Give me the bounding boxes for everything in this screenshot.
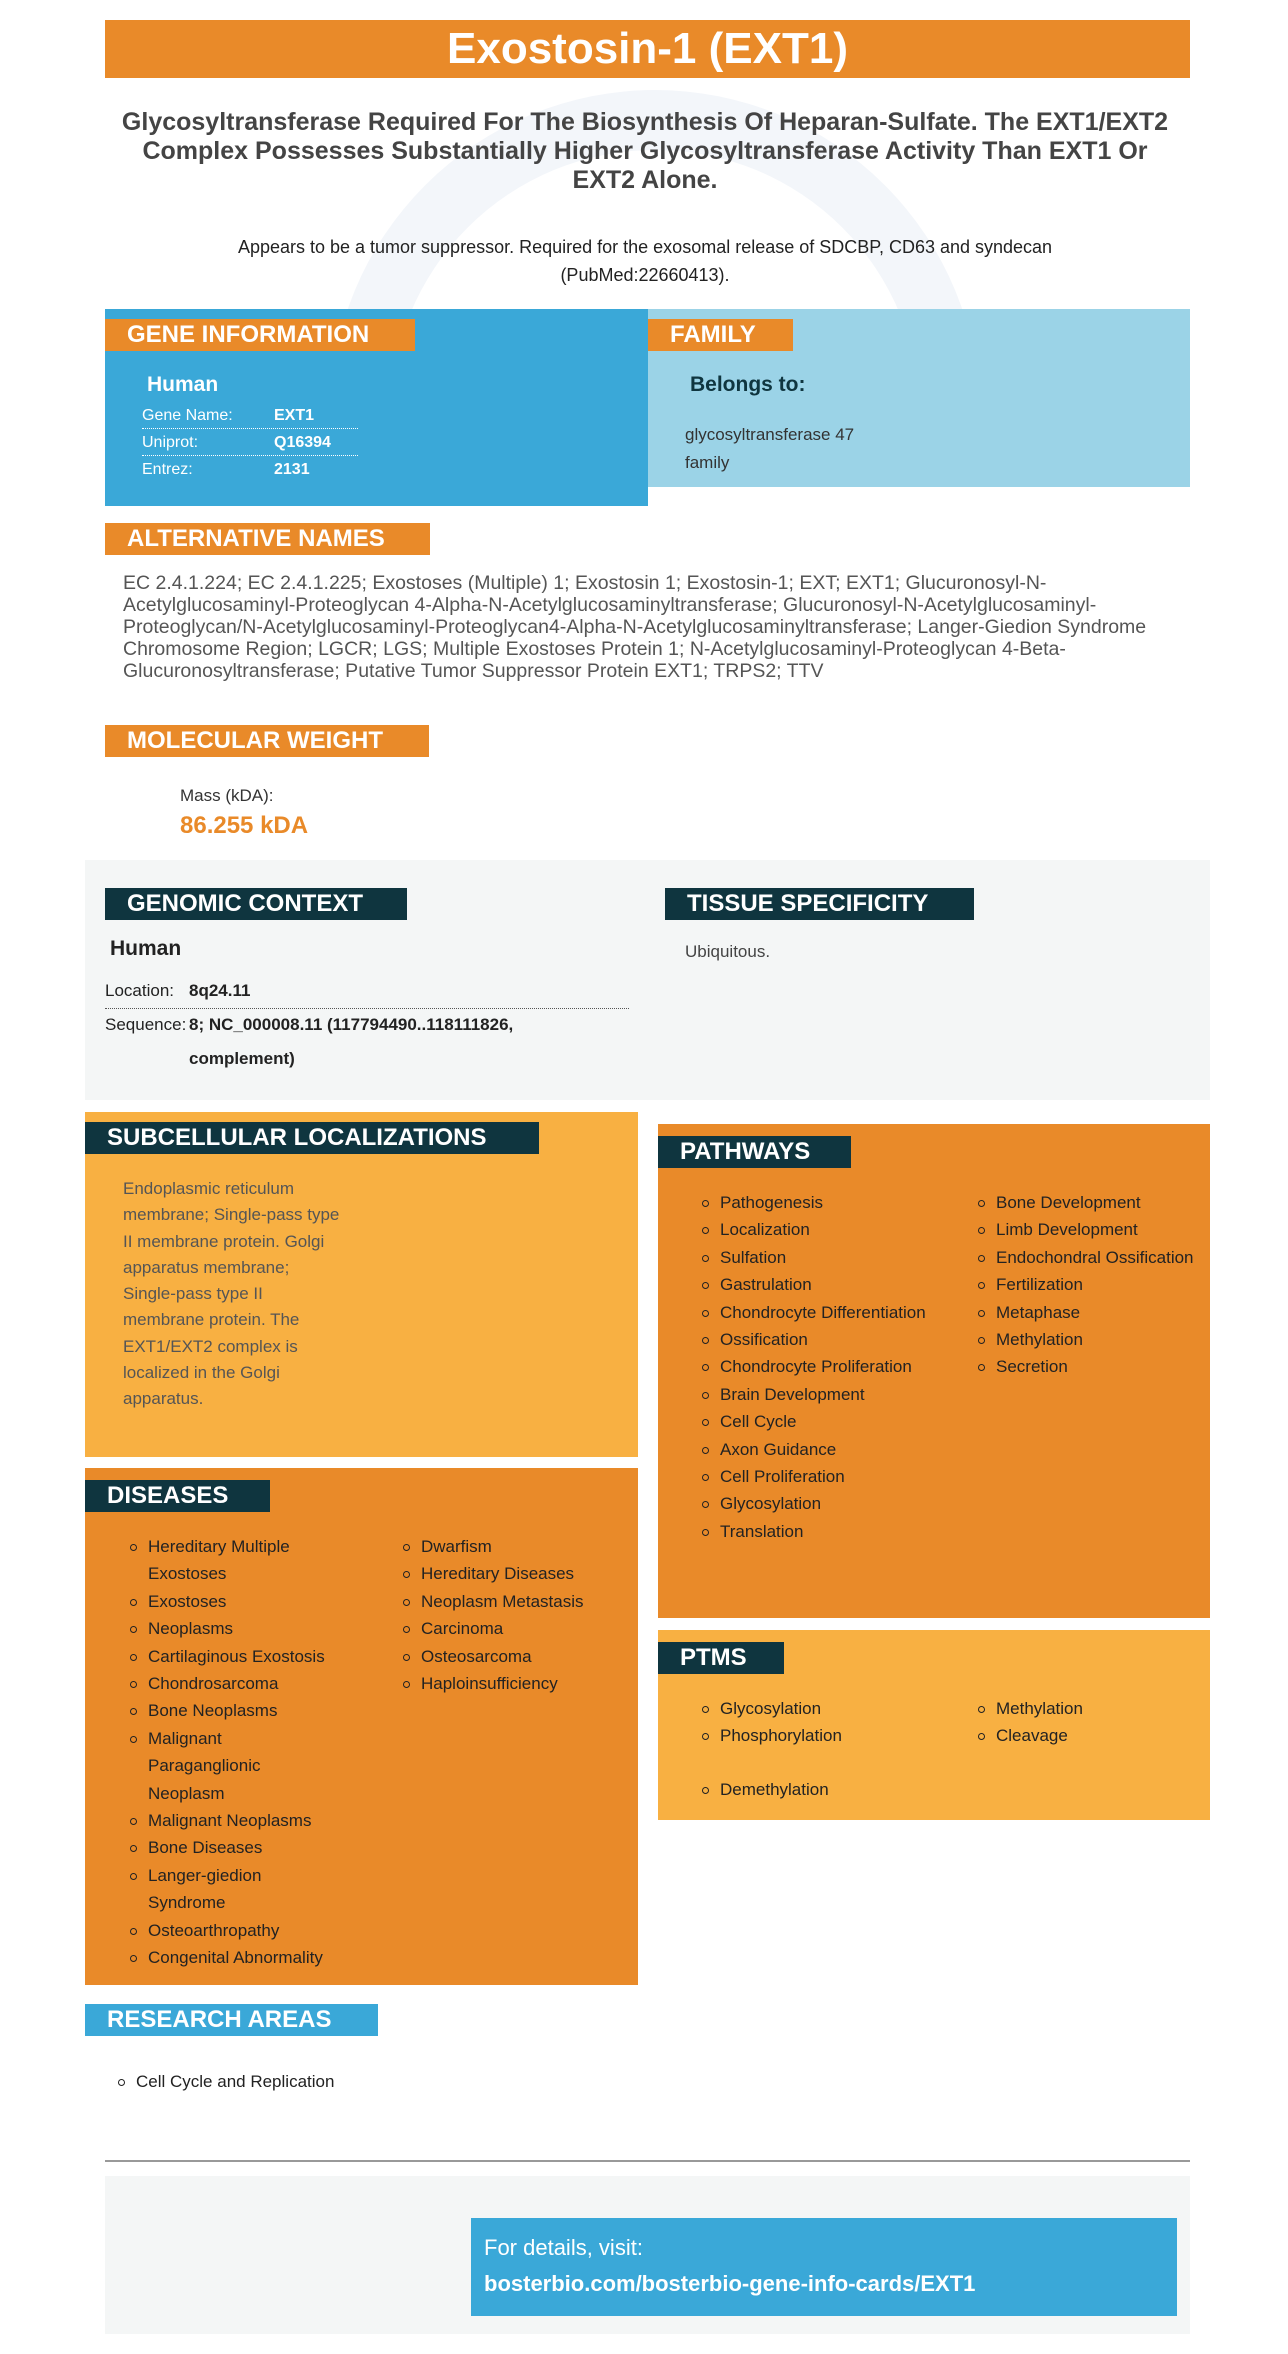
pathways-panel [658, 1124, 1210, 1618]
entrez-value: 2131 [274, 461, 310, 478]
visit-banner[interactable] [471, 2218, 1177, 2316]
pathway-item: Localization [702, 1216, 952, 1243]
ptms-list-col1 [702, 1695, 952, 1750]
page-title: Exostosin-1 (EXT1) [105, 20, 1190, 78]
genomic-species: Human [110, 937, 182, 960]
gene-name-row [142, 402, 358, 429]
disease-item: Neoplasm Metastasis [403, 1588, 633, 1615]
gene-information-panel [105, 309, 648, 506]
pathway-item: Metaphase [978, 1299, 1198, 1326]
mass-label: Mass (kDA): [180, 786, 274, 805]
visit-link[interactable]: bosterbio.com/bosterbio-gene-info-cards/EXT1 [484, 2271, 976, 2296]
research-areas-heading: RESEARCH AREAS [85, 2004, 378, 2036]
family-text: glycosyltransferase 47 family [685, 425, 855, 472]
family-panel [648, 309, 1190, 487]
ptms-list-col2 [978, 1695, 1198, 1750]
gene-info-species: Human [147, 373, 219, 396]
disease-item: Chondrosarcoma [130, 1670, 330, 1697]
pathway-item: Cell Cycle [702, 1408, 952, 1435]
ptm-item: Methylation [978, 1695, 1198, 1722]
disease-item: Exostoses [130, 1588, 330, 1615]
uniprot-label: Uniprot: [142, 434, 199, 451]
alternative-names-text: EC 2.4.1.224; EC 2.4.1.225; Exostoses (Multiple) 1; Exostosin 1; Exostosin-1; EXT; EXT1; Glucuronosyl-N-Acetylglucosaminyl-Proteoglycan 4-Alpha-N-Acetylglucosaminyltransferase; Glucuronosyl-N-Acetylglucosaminyl-Proteoglycan/N-Acetylglucosaminyl-Proteoglycan4-Alpha-N-Acetylglucosaminyltransferase; Langer-Giedion Syndrome Chromosome Region; LGCR; LGS; Multiple Exostoses Protein 1; N-Acetylglucosaminyl-Proteoglycan 4-Beta-Glucuronosyltransferase; Putative Tumor Suppressor Protein EXT1; TRPS2; TTV [123, 572, 1147, 682]
disease-item: Cartilaginous Exostosis [130, 1643, 330, 1670]
disease-item: Bone Diseases [130, 1834, 330, 1861]
pathways-list-col1 [702, 1189, 952, 1545]
sequence-value: 8; NC_000008.11 (117794490..118111826, complement) [189, 1015, 514, 1068]
sequence-label: Sequence: [105, 1015, 187, 1034]
disease-item: Neoplasms [130, 1615, 330, 1642]
entrez-row [142, 456, 358, 483]
disease-item: Dwarfism [403, 1533, 633, 1560]
pathway-item: Cell Proliferation [702, 1463, 952, 1490]
disease-item: Langer-giedion Syndrome [130, 1862, 330, 1917]
family-belongs-label: Belongs to: [690, 373, 806, 396]
gene-information-heading: GENE INFORMATION [105, 319, 415, 351]
genomic-context-section [85, 860, 1210, 1100]
pathway-item: Limb Development [978, 1216, 1198, 1243]
research-areas-list [118, 2068, 334, 2095]
ptm-item: Glycosylation [702, 1695, 952, 1722]
pathway-item: Gastrulation [702, 1271, 952, 1298]
location-row [105, 974, 629, 1009]
location-label: Location: [105, 981, 174, 1000]
diseases-panel [85, 1468, 638, 1985]
pathway-item: Translation [702, 1518, 952, 1545]
diseases-list-col2 [403, 1533, 633, 1697]
pathways-heading: PATHWAYS [658, 1136, 851, 1168]
disease-item: Hereditary Multiple Exostoses [130, 1533, 330, 1588]
entrez-label: Entrez: [142, 461, 193, 478]
diseases-list-col1 [130, 1533, 330, 1972]
ptms-list-extra [702, 1776, 952, 1803]
ptm-item: Demethylation [702, 1776, 952, 1803]
pathway-item: Axon Guidance [702, 1436, 952, 1463]
gene-name-value: EXT1 [274, 407, 315, 424]
family-heading: FAMILY [648, 319, 793, 351]
ptm-item: Cleavage [978, 1722, 1198, 1749]
disease-item: Bone Neoplasms [130, 1697, 330, 1724]
page-subtitle: Glycosyltransferase Required For The Biosynthesis Of Heparan-Sulfate. The EXT1/EXT2 Complex Possesses Substantially Higher Glycosyltransferase Activity Than EXT1 Or EXT2 Alone. [121, 108, 1169, 194]
pathway-item: Pathogenesis [702, 1189, 952, 1216]
pathway-item: Endochondral Ossification [978, 1244, 1198, 1271]
pathway-item: Sulfation [702, 1244, 952, 1271]
pathway-item: Bone Development [978, 1189, 1198, 1216]
uniprot-row [142, 429, 358, 456]
sequence-row [105, 1008, 629, 1076]
disease-item: Carcinoma [403, 1615, 633, 1642]
subcellular-heading: SUBCELLULAR LOCALIZATIONS [85, 1122, 539, 1154]
pathway-item: Glycosylation [702, 1490, 952, 1517]
pathway-item: Brain Development [702, 1381, 952, 1408]
pathways-list-col2 [978, 1189, 1198, 1381]
disease-item: Congenital Abnormality [130, 1944, 330, 1971]
tissue-specificity-text: Ubiquitous. [685, 942, 771, 961]
disease-item: Malignant Neoplasms [130, 1807, 330, 1834]
tissue-specificity-heading: TISSUE SPECIFICITY [665, 888, 974, 920]
footer-divider [105, 2160, 1190, 2162]
disease-item: Haploinsufficiency [403, 1670, 633, 1697]
pathway-item: Chondrocyte Proliferation [702, 1353, 952, 1380]
ptm-item: Phosphorylation [702, 1722, 952, 1749]
pathway-item: Methylation [978, 1326, 1198, 1353]
subcellular-text: Endoplasmic reticulum membrane; Single-pass type II membrane protein. Golgi apparatus membrane; Single-pass type II membrane protein. The EXT1/EXT2 complex is localized in the Golgi apparatus. [123, 1179, 340, 1409]
disease-item: Malignant Paraganglionic Neoplasm [130, 1725, 330, 1807]
pathway-item: Secretion [978, 1353, 1198, 1380]
pathway-item: Fertilization [978, 1271, 1198, 1298]
molecular-weight-heading: MOLECULAR WEIGHT [105, 725, 429, 757]
visit-label: For details, visit: [484, 2235, 643, 2260]
subcellular-localizations-panel [85, 1112, 638, 1457]
genomic-context-heading: GENOMIC CONTEXT [105, 888, 407, 920]
mass-value: 86.255 kDA [180, 812, 309, 839]
alternative-names-heading: ALTERNATIVE NAMES [105, 523, 430, 555]
disease-item: Osteoarthropathy [130, 1917, 330, 1944]
uniprot-value: Q16394 [274, 434, 331, 451]
pathway-item: Chondrocyte Differentiation [702, 1299, 952, 1326]
research-area-item: Cell Cycle and Replication [118, 2068, 334, 2095]
disease-item: Hereditary Diseases [403, 1560, 633, 1587]
location-value: 8q24.11 [189, 981, 251, 1000]
gene-name-label: Gene Name: [142, 407, 233, 424]
ptms-heading: PTMS [658, 1642, 784, 1674]
pathway-item: Ossification [702, 1326, 952, 1353]
function-summary: Appears to be a tumor suppressor. Required for the exosomal release of SDCBP, CD63 and syndecan (PubMed:22660413). [237, 237, 1053, 285]
ptms-panel [658, 1630, 1210, 1820]
footer [105, 2176, 1190, 2334]
diseases-heading: DISEASES [85, 1480, 270, 1512]
disease-item: Osteosarcoma [403, 1643, 633, 1670]
